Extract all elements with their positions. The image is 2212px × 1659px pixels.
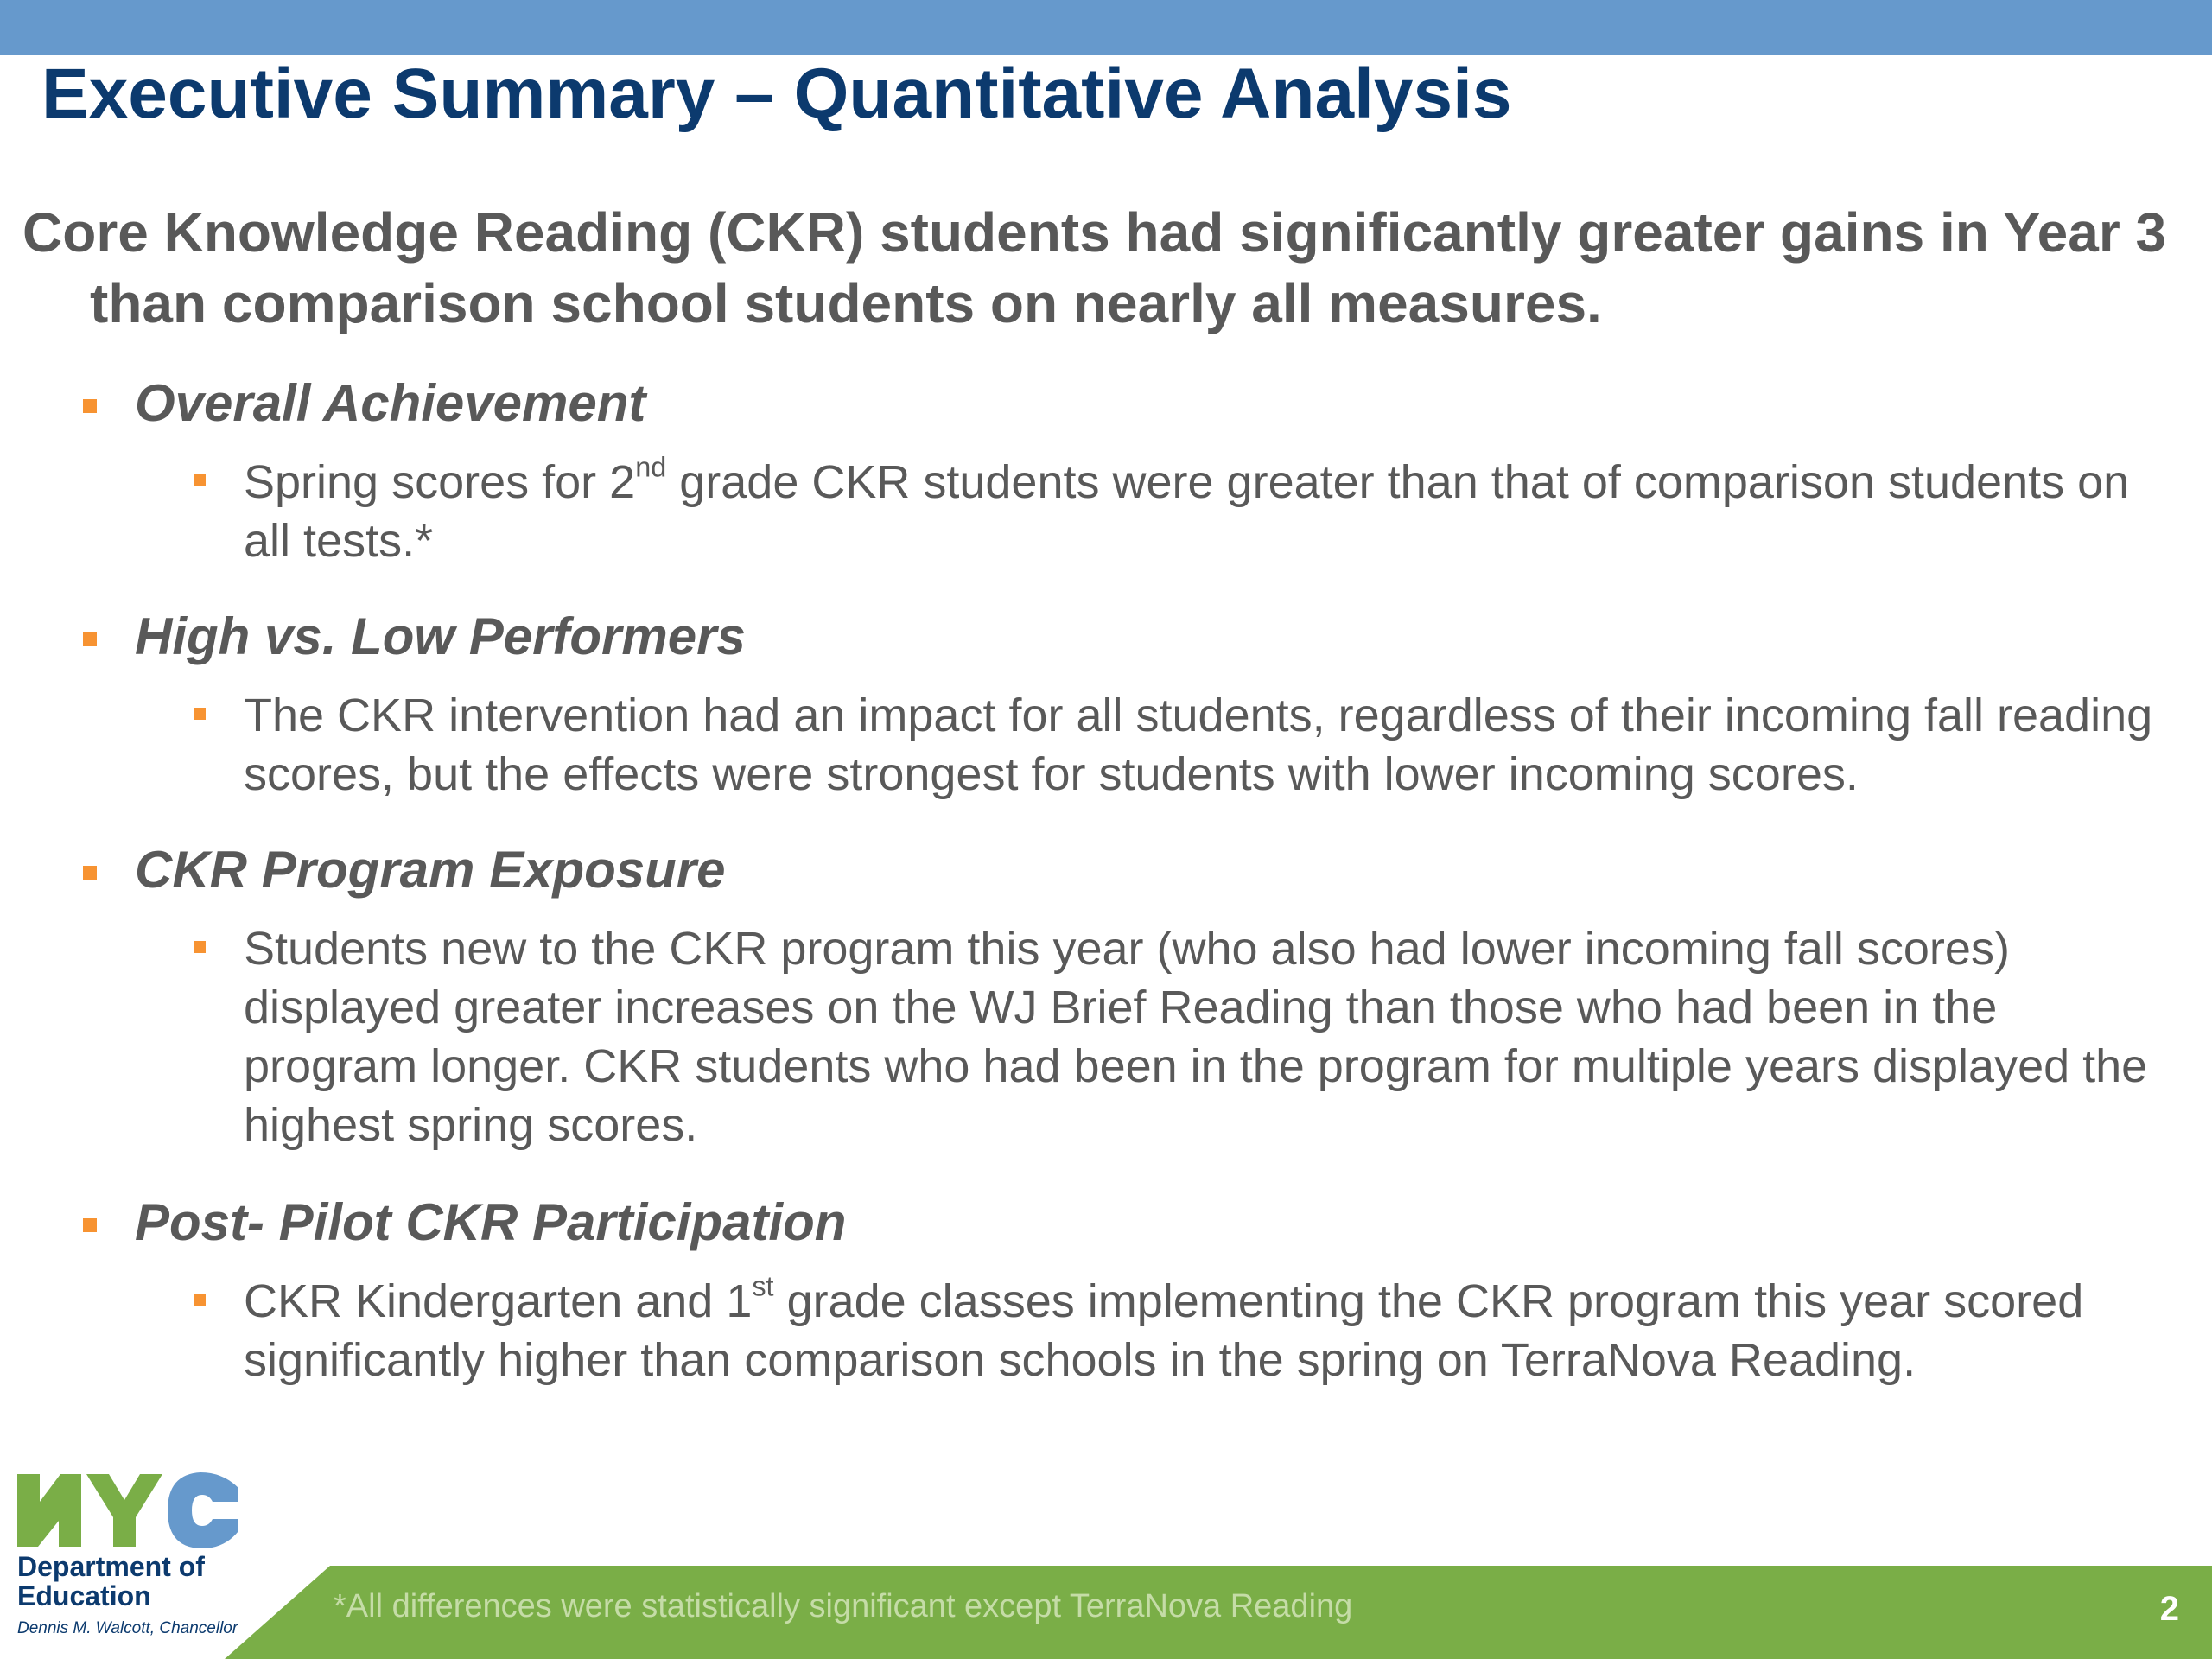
nyc-doe-logo — [16, 1471, 249, 1643]
logo-chancellor-line: Dennis M. Walcott, Chancellor — [17, 1619, 238, 1637]
lead-statement: Core Knowledge Reading (CKR) students had significantly greater gains in Year 3 than comparison school students on nearly all measures. — [22, 201, 2167, 334]
slide-title: Executive Summary – Quantitative Analysis — [41, 54, 1512, 133]
section-heading-overall-achievement: Overall Achievement — [135, 374, 646, 432]
bullet-square-icon — [194, 1294, 206, 1306]
nyc-logo-mark-icon — [16, 1471, 240, 1550]
section-body-high-vs-low: The CKR intervention had an impact for all students, regardless of their incoming fall reading scores, but the effects were strongest for students with lower incoming scores. — [244, 690, 2153, 800]
section-heading-high-vs-low: High vs. Low Performers — [135, 607, 746, 665]
page-number: 2 — [2159, 1590, 2179, 1628]
logo-department-name: Department of Education — [17, 1551, 205, 1611]
section-heading-program-exposure: CKR Program Exposure — [135, 841, 726, 899]
bullet-square-icon — [194, 941, 206, 953]
bullet-square-icon — [194, 708, 206, 720]
section-heading-post-pilot: Post- Pilot CKR Participation — [135, 1193, 847, 1251]
section-body-program-exposure: Students new to the CKR program this year (who also had lower incoming fall scores) displayed greater increases on the WJ Brief Reading than those who had been in the program longer. CKR students who had been in the program for multiple years displayed the highest spring scores. — [244, 923, 2148, 1151]
section-body-overall-achievement: Spring scores for 2nd grade CKR students were greater than that of comparison students on all tests.* — [244, 451, 2130, 567]
bullet-square-icon — [83, 632, 97, 646]
bullet-square-icon — [83, 1218, 97, 1232]
bullet-square-icon — [194, 474, 206, 486]
bullet-square-icon — [83, 866, 97, 880]
footnote: *All differences were statistically significant except TerraNova Reading — [334, 1588, 1353, 1624]
top-accent-bar — [0, 0, 2212, 55]
section-body-post-pilot: CKR Kindergarten and 1st grade classes implementing the CKR program this year scored significantly higher than comparison schools in the spring on TerraNova Reading. — [244, 1270, 2084, 1386]
bullet-square-icon — [83, 399, 97, 413]
